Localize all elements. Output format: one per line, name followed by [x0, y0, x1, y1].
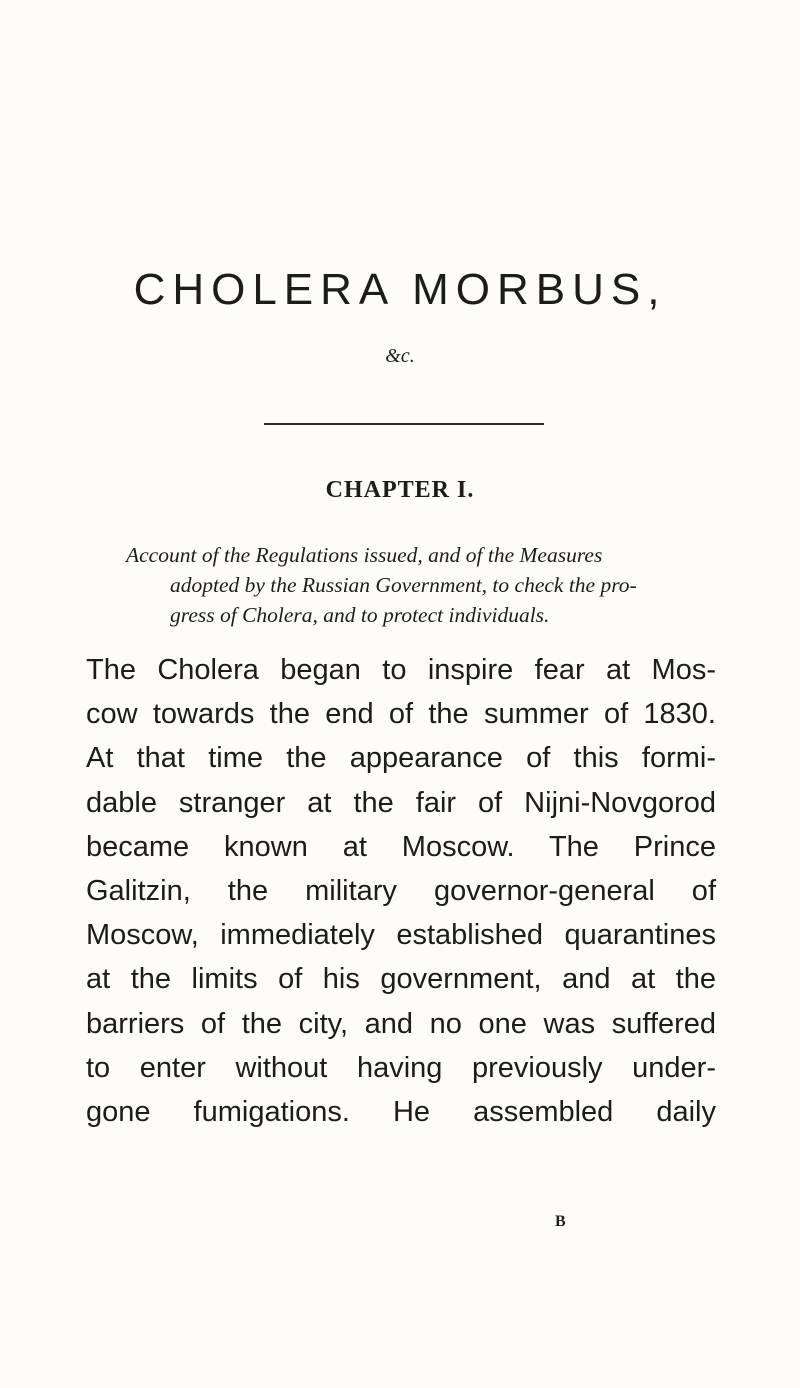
body-line: became known at Moscow. The Prince	[86, 830, 716, 863]
summary-line: adopted by the Russian Government, to check the pro-	[170, 573, 637, 597]
body-line: Moscow, immediately established quarantines	[86, 919, 716, 952]
body-line: Galitzin, the military governor-general of	[86, 875, 716, 908]
chapter-summary	[126, 540, 716, 630]
body-line: At that time the appearance of this formi-	[86, 742, 716, 775]
body-line: cow towards the end of the summer of 1830.	[86, 698, 716, 731]
body-line: dable stranger at the fair of Nijni-Novgorod	[86, 786, 716, 819]
body-line: to enter without having previously under-	[86, 1051, 716, 1084]
summary-line: Account of the Regulations issued, and of the Measures	[126, 543, 603, 567]
body-line: barriers of the city, and no one was suffered	[86, 1007, 716, 1040]
chapter-heading: CHAPTER I.	[325, 477, 475, 503]
body-line: gone fumigations. He assembled daily	[86, 1096, 716, 1129]
title-etc: &c.	[385, 345, 415, 367]
body-line: The Cholera began to inspire fear at Mos-	[86, 654, 716, 686]
title-rule	[264, 423, 544, 425]
book-title: CHOLERA MORBUS,	[133, 265, 667, 314]
body-line: at the limits of his government, and at the	[86, 963, 716, 996]
summary-line: gress of Cholera, and to protect individuals.	[170, 603, 550, 627]
signature-mark: B	[555, 1213, 566, 1230]
body-paragraph	[86, 648, 716, 1134]
